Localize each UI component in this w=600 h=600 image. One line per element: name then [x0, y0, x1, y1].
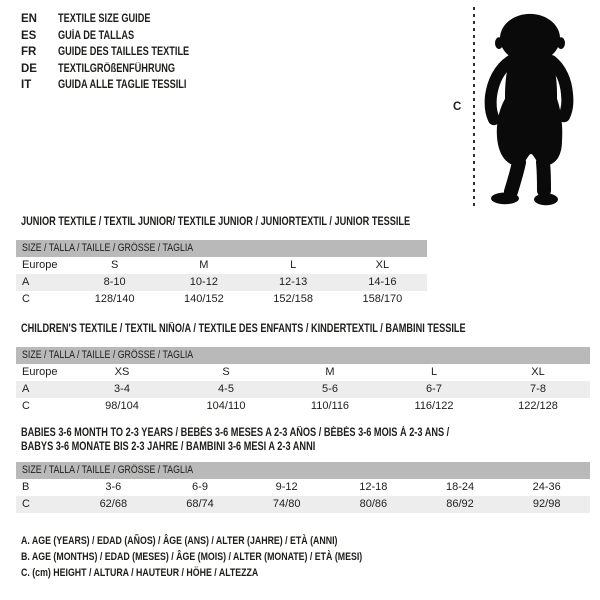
- size-cell: 86/92: [446, 498, 474, 510]
- junior-table-title: JUNIOR TEXTILE / TEXTIL JUNIOR/ TEXTILE JUNIOR / JUNIORTEXTIL / JUNIOR TESSILE: [21, 216, 411, 228]
- size-cell: 24-36: [532, 481, 561, 493]
- size-cell: 8-10: [103, 276, 126, 288]
- row-label: C: [22, 498, 30, 510]
- lang-title: TEXTILGRÖßENFÜHRUNG: [58, 62, 176, 75]
- size-cell: M: [325, 366, 335, 378]
- size-cell: 14-16: [368, 276, 397, 288]
- lang-title: GUIDA ALLE TAGLIE TESSILI: [58, 79, 187, 92]
- size-table-junior: [16, 240, 427, 308]
- lang-code: DE: [21, 62, 37, 75]
- size-cell: 9-12: [275, 481, 298, 493]
- size-cell: 10-12: [189, 276, 218, 288]
- lang-row-fr: [21, 44, 222, 61]
- size-cell: L: [290, 259, 297, 271]
- size-cell: L: [430, 366, 438, 378]
- row-label: A: [22, 276, 30, 288]
- size-cell: 3-6: [105, 481, 122, 493]
- table-row-height: [16, 398, 590, 415]
- babies-table-title: BABIES 3-6 MONTH TO 2-3 YEARS / BEBÉS 3-6 MESES A 2-3 AÑOS / BÉBÉS 3-6 MOIS À 2-3 ANS / BABYS 3-6 MONATE BIS 2-3 JAHRE / BAMBINI 3-6 MESI A 2-3 ANNI: [21, 427, 450, 453]
- row-label: B: [22, 481, 30, 493]
- row-label: Europe: [22, 259, 58, 271]
- size-cell: XL: [531, 366, 545, 378]
- footnote-age-months: B. AGE (MONTHS) / EDAD (MESES) / ÂGE (MOIS) / ALTER (MONATE) / ETÀ (MESI): [21, 551, 363, 563]
- lang-row-en: [21, 11, 222, 28]
- table-row-months: [16, 479, 590, 496]
- size-cell: 12-13: [279, 276, 308, 288]
- size-cell: 5-6: [322, 383, 338, 395]
- table-row-europe: [16, 364, 590, 381]
- size-cell: 98/104: [105, 400, 139, 412]
- footnote-age-years: A. AGE (YEARS) / EDAD (AÑOS) / ÂGE (ANS) / ALTER (JAHRE) / ETÀ (ANNI): [21, 535, 338, 547]
- row-label: Europe: [22, 366, 58, 378]
- size-cell: S: [110, 259, 119, 271]
- size-cell: 110/116: [310, 400, 350, 412]
- language-title-list: [21, 11, 222, 94]
- size-cell: 152/158: [273, 293, 313, 305]
- row-label: C: [22, 293, 30, 305]
- toddler-silhouette-icon: [481, 8, 581, 213]
- row-label: C: [22, 400, 30, 412]
- size-cell: 4-5: [218, 383, 234, 395]
- footnote-height-cm: C. (cm) HEIGHT / ALTURA / HAUTEUR / HÖHE / ALTEZZA: [21, 567, 259, 579]
- table-row-age: [16, 274, 427, 291]
- legend-footnotes: [21, 535, 448, 583]
- size-cell: 6-7: [426, 383, 442, 395]
- size-cell: 12-18: [359, 481, 388, 493]
- size-cell: 3-4: [114, 383, 130, 395]
- size-cell: 92/98: [532, 498, 561, 510]
- lang-row-es: [21, 28, 222, 45]
- size-cell: S: [222, 366, 230, 378]
- lang-code: IT: [21, 79, 32, 92]
- size-cell: M: [199, 259, 209, 271]
- children-table-title: CHILDREN'S TEXTILE / TEXTIL NIÑO/A / TEXTILE DES ENFANTS / KINDERTEXTIL / BAMBINI TESSILE: [21, 323, 466, 335]
- lang-row-it: [21, 77, 222, 94]
- table-row-height: [16, 291, 427, 308]
- row-label: A: [22, 383, 30, 395]
- size-header-bar: SIZE / TALLA / TAILLE / GRÖSSE / TAGLIA: [16, 462, 590, 479]
- size-cell: 122/128: [518, 400, 558, 412]
- size-cell: 80/86: [359, 498, 388, 510]
- size-cell: 116/122: [414, 400, 454, 412]
- height-measure-dashed-line: [473, 7, 475, 208]
- size-cell: 68/74: [186, 498, 214, 510]
- size-header-bar: SIZE / TALLA / TAILLE / GRÖSSE / TAGLIA: [16, 347, 590, 364]
- size-cell: XL: [375, 259, 390, 271]
- lang-row-de: [21, 61, 222, 78]
- lang-code: ES: [21, 29, 37, 42]
- size-cell: 62/68: [99, 498, 128, 510]
- size-cell: 18-24: [445, 481, 475, 493]
- size-table-children: [16, 347, 590, 415]
- size-cell: 158/170: [362, 293, 403, 305]
- size-header-bar: SIZE / TALLA / TAILLE / GRÖSSE / TAGLIA: [16, 240, 427, 257]
- size-cell: XS: [114, 366, 130, 378]
- lang-code: FR: [21, 46, 37, 59]
- table-row-height: [16, 496, 590, 513]
- size-cell: 74/80: [272, 498, 301, 510]
- lang-code: EN: [21, 13, 37, 26]
- size-cell: 104/110: [206, 400, 246, 412]
- size-cell: 140/152: [183, 293, 224, 305]
- table-row-europe: [16, 257, 427, 274]
- size-cell: 6-9: [192, 481, 208, 493]
- lang-title: TEXTILE SIZE GUIDE: [58, 13, 151, 26]
- size-table-babies: [16, 462, 590, 513]
- size-cell: 7-8: [530, 383, 546, 395]
- table-row-age: [16, 381, 590, 398]
- lang-title: GUÍA DE TALLAS: [58, 29, 135, 42]
- lang-title: GUIDE DES TAILLES TEXTILE: [58, 46, 190, 59]
- size-cell: 128/140: [94, 293, 135, 305]
- height-measure-label: C: [453, 101, 462, 113]
